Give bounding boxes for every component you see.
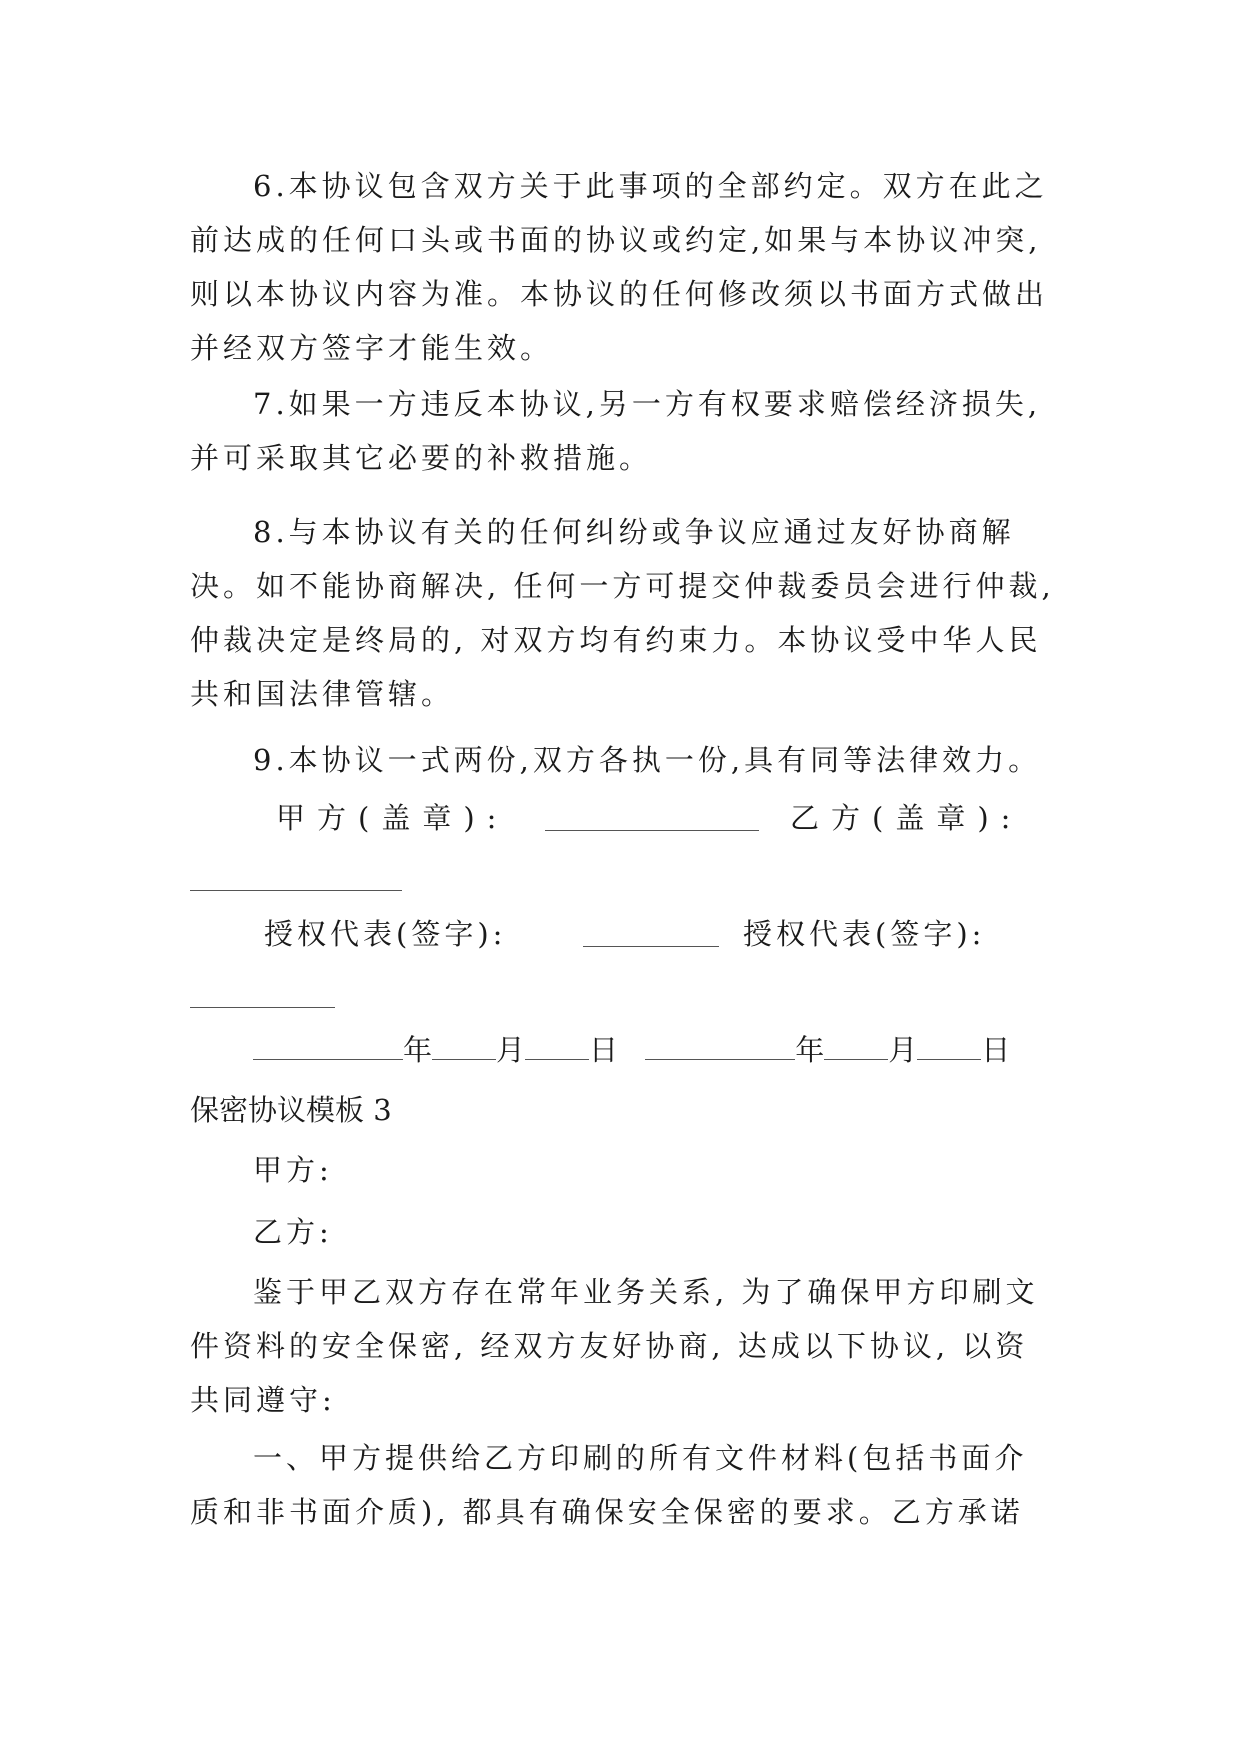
date-a-month: 月	[496, 1033, 526, 1067]
date-b-day: 日	[981, 1033, 1011, 1067]
clause-8-line-4: 共和国法律管辖。	[190, 677, 455, 711]
item-1-line-2: 质和非书面介质), 都具有确保安全保密的要求。乙方承诺	[190, 1495, 1024, 1529]
date-b-month-blank	[824, 1033, 888, 1060]
rep-a-label: 授权代表(签字):	[264, 917, 507, 951]
date-b-day-blank	[917, 1033, 981, 1060]
clause-8-line-3: 仲裁决定是终局的, 对双方均有约束力。本协议受中华人民	[190, 623, 1042, 657]
date-a-year-blank	[253, 1033, 403, 1060]
clause-6-line-1: 6.本协议包含双方关于此事项的全部约定。双方在此之	[253, 169, 1048, 203]
clause-7-line-1: 7.如果一方违反本协议,另一方有权要求赔偿经济损失,	[253, 387, 1042, 421]
clause-6-line-2: 前达成的任何口头或书面的协议或约定,如果与本协议冲突,	[190, 223, 1042, 257]
preamble-line-1: 鉴于甲乙双方存在常年业务关系, 为了确保甲方印刷文	[253, 1275, 1039, 1309]
clause-6-line-3: 则以本协议内容为准。本协议的任何修改须以书面方式做出	[190, 277, 1049, 311]
clause-8-line-2: 决。如不能协商解决, 任何一方可提交仲裁委员会进行仲裁,	[190, 569, 1055, 603]
party-a-seal-label: 甲方(盖章):	[276, 801, 509, 835]
rep-a-blank	[583, 946, 719, 947]
clause-9: 9.本协议一式两份,双方各执一份,具有同等法律效力。	[253, 743, 1042, 777]
party-b-seal-label: 乙方(盖章):	[790, 801, 1023, 835]
date-b-year-blank	[645, 1033, 795, 1060]
template-3-title: 保密协议模板 3	[190, 1093, 392, 1127]
item-1-line-1: 一、甲方提供给乙方印刷的所有文件材料(包括书面介	[253, 1441, 1028, 1475]
date-a-year: 年	[403, 1033, 433, 1067]
date-line	[253, 1030, 1010, 1070]
clause-6-line-4: 并经双方签字才能生效。	[190, 331, 554, 365]
rep-b-blank	[190, 1007, 335, 1008]
clause-7-line-2: 并可采取其它必要的补救措施。	[190, 441, 653, 475]
date-a-day-blank	[525, 1033, 589, 1060]
date-b-month: 月	[888, 1033, 918, 1067]
date-a-day: 日	[589, 1033, 619, 1067]
rep-b-label: 授权代表(签字):	[743, 917, 986, 951]
template-3-party-b: 乙方:	[253, 1215, 333, 1249]
template-3-party-a: 甲方:	[253, 1153, 333, 1187]
date-a-month-blank	[432, 1033, 496, 1060]
party-b-seal-blank	[190, 890, 402, 891]
preamble-line-2: 件资料的安全保密, 经双方友好协商, 达成以下协议, 以资	[190, 1329, 1029, 1363]
preamble-line-3: 共同遵守:	[190, 1383, 336, 1417]
clause-8-line-1: 8.与本协议有关的任何纠纷或争议应通过友好协商解	[253, 515, 1015, 549]
party-a-seal-blank	[545, 830, 759, 831]
date-b-year: 年	[795, 1033, 825, 1067]
